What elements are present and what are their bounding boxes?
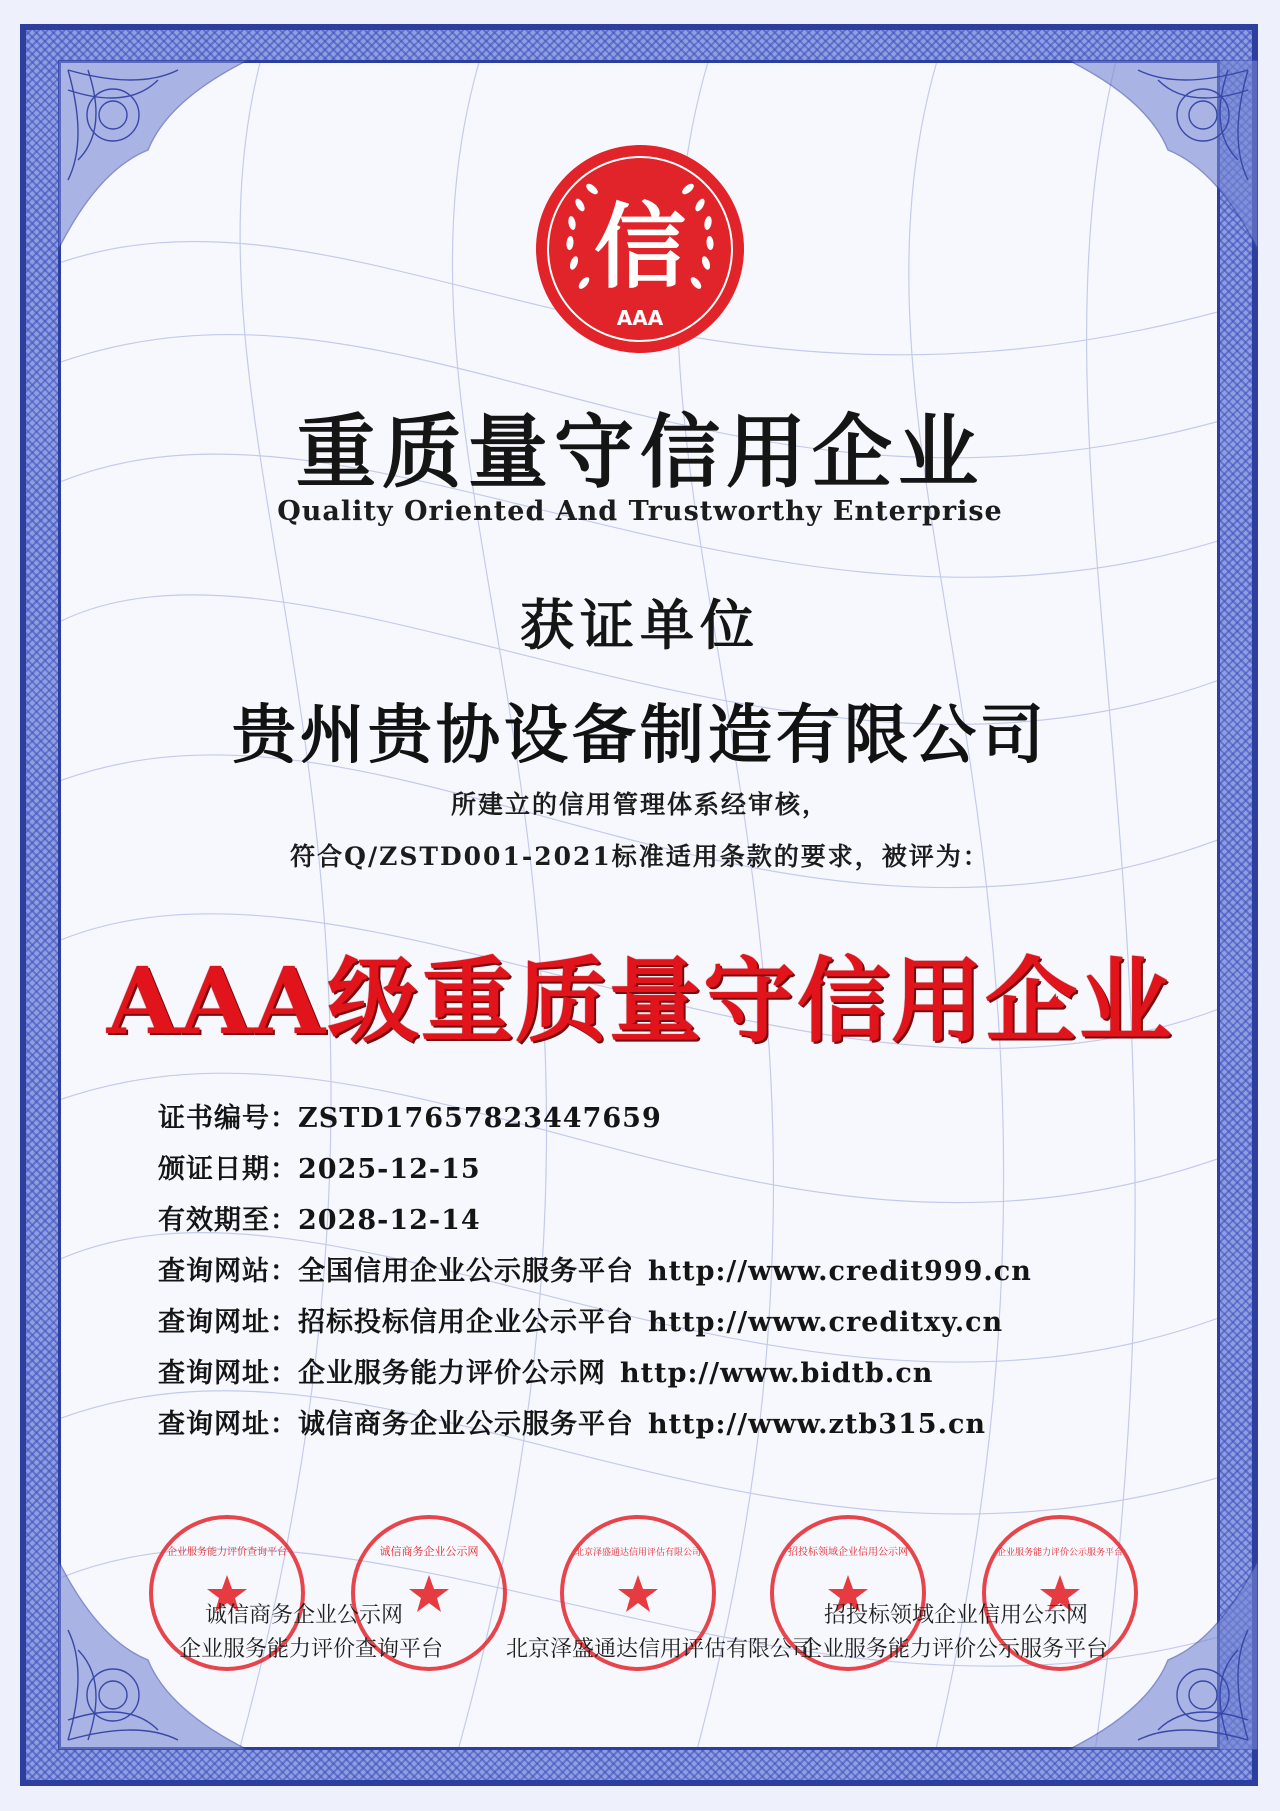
- info-row-query-site: [158, 1246, 1032, 1297]
- info-url[interactable]: http://www.ztb315.cn: [648, 1409, 987, 1440]
- emblem-ring-text: AAA: [616, 306, 664, 330]
- seal-text: 诚信商务企业公示网: [379, 1545, 479, 1558]
- issuer-right-top: 招投标领域企业信用公示网: [824, 1603, 1089, 1628]
- seal-text: 企业服务能力评价查询平台: [167, 1547, 287, 1558]
- issuer-right-bottom: 企业服务能力评价公示服务平台: [800, 1637, 1109, 1662]
- info-row-expiry-date: [158, 1195, 1032, 1246]
- info-key: 查询网址：: [158, 1409, 298, 1440]
- info-value: 招标投标信用企业公示平台: [298, 1307, 634, 1338]
- info-url[interactable]: http://www.creditxy.cn: [648, 1307, 1004, 1338]
- corner-ornament: [1068, 60, 1258, 250]
- description-line-2: 符合Q/ZSTD001-2021标准适用条款的要求，被评为：: [290, 842, 990, 871]
- seal-text: 招投标领域企业信用公示网: [788, 1547, 908, 1558]
- info-key: 证书编号：: [158, 1103, 298, 1134]
- emblem-glyph: 信: [593, 193, 687, 301]
- info-value: 企业服务能力评价公示网: [298, 1358, 606, 1389]
- description-line-1: 所建立的信用管理体系经审核，: [450, 790, 829, 819]
- issuer-center: 北京泽盛通达信用评估有限公司: [506, 1637, 815, 1662]
- info-value: 2025-12-15: [298, 1154, 481, 1185]
- info-key: 有效期至：: [158, 1205, 298, 1236]
- holder-name: 贵州贵协设备制造有限公司: [232, 698, 1048, 773]
- seal-text: 企业服务能力评价公示服务平台: [996, 1548, 1124, 1558]
- info-key: 查询网址：: [158, 1307, 298, 1338]
- issuer-left-top: 诚信商务企业公示网: [205, 1603, 404, 1628]
- info-value: ZSTD17657823447659: [298, 1103, 662, 1134]
- certificate-info: [158, 1093, 1032, 1450]
- info-row-query-url: [158, 1297, 1032, 1348]
- info-row-query-url: [158, 1348, 1032, 1399]
- corner-ornament: [58, 60, 248, 250]
- certificate-title-english: Quality Oriented And Trustworthy Enterprise: [277, 496, 1003, 527]
- info-row-certificate-number: [158, 1093, 1032, 1144]
- info-row-query-url: [158, 1399, 1032, 1450]
- holder-label: 获证单位: [520, 593, 760, 657]
- credit-emblem: [534, 143, 746, 355]
- info-row-issue-date: [158, 1144, 1032, 1195]
- info-key: 颁证日期：: [158, 1154, 298, 1185]
- info-url[interactable]: http://www.bidtb.cn: [620, 1358, 934, 1389]
- info-value: 全国信用企业公示服务平台: [298, 1256, 634, 1287]
- info-key: 查询网站：: [158, 1256, 298, 1287]
- certificate-title: 重质量守信用企业: [296, 405, 984, 499]
- info-url[interactable]: http://www.credit999.cn: [648, 1256, 1032, 1287]
- info-value: 2028-12-14: [298, 1205, 481, 1236]
- grade-title: AAA级重质量守信用企业: [106, 947, 1174, 1055]
- info-value: 诚信商务企业公示服务平台: [298, 1409, 634, 1440]
- issuer-left-bottom: 企业服务能力评价查询平台: [179, 1637, 444, 1662]
- info-key: 查询网址：: [158, 1358, 298, 1389]
- seal-text: 北京泽盛通达信用评估有限公司: [574, 1548, 702, 1558]
